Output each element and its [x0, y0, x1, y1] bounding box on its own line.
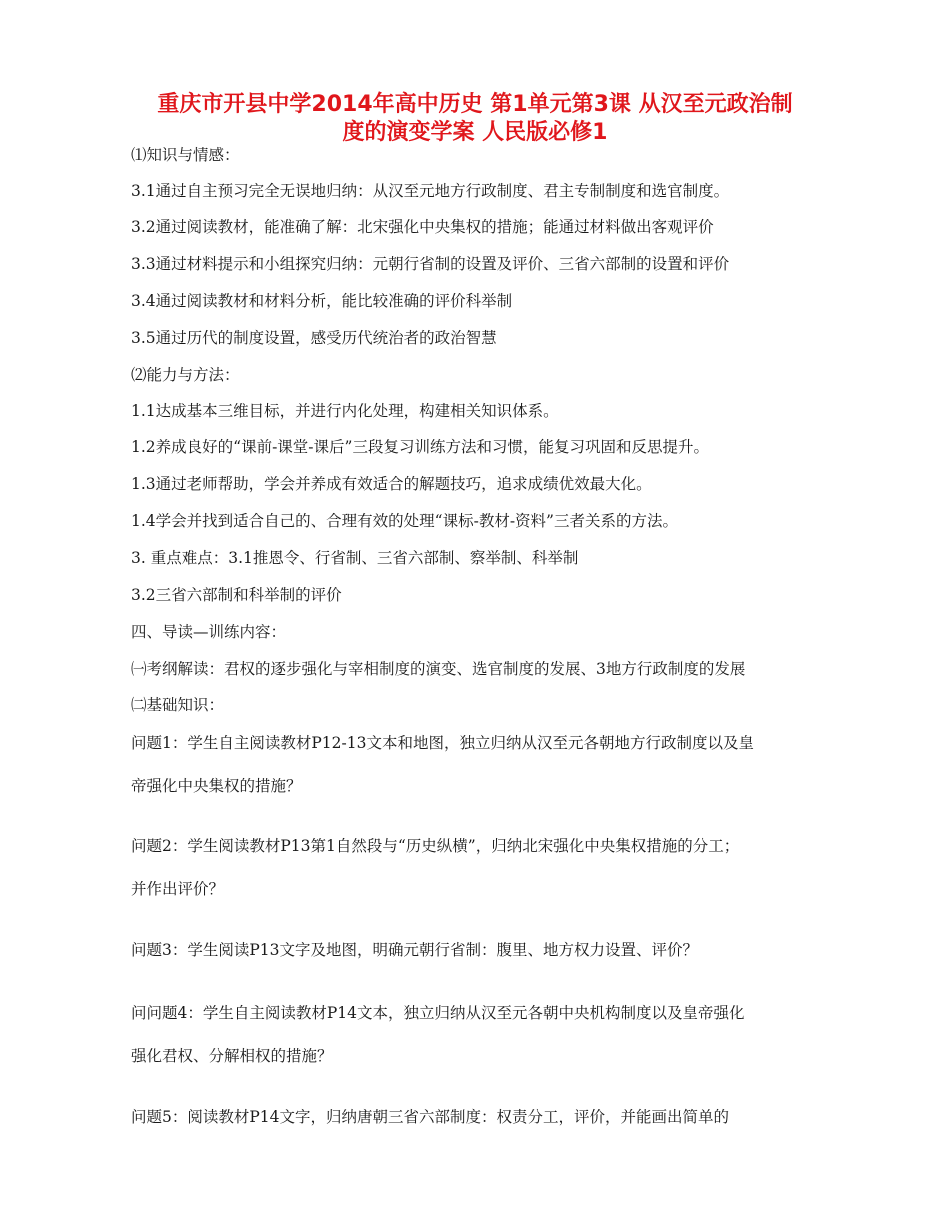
section-heading-basic-knowledge: ㈡基础知识：: [131, 696, 225, 714]
section-heading-ability: ⑵能力与方法：: [131, 366, 240, 384]
document-title-line-1: 重庆市开县中学2014年高中历史 第1单元第3课 从汉至元政治制: [157, 92, 793, 117]
question-1-line-1: 问题1：学生自主阅读教材P12-13文本和地图，独立归纳从汉至元各朝地方行政制度以及皇: [131, 734, 754, 752]
objective-3-4: 3.4通过阅读教材和材料分析，能比较准确的评价科举制: [131, 292, 513, 310]
question-4-line-1: 问问题4：学生自主阅读教材P14文本，独立归纳从汉至元各朝中央机构制度以及皇帝强化: [131, 1004, 745, 1022]
question-4-line-2: 强化君权、分解相权的措施？: [131, 1047, 333, 1065]
objective-3-1: 3.1通过自主预习完全无误地归纳：从汉至元地方行政制度、君主专制制度和选官制度。: [131, 182, 730, 200]
key-difficulties: 3. 重点难点：3.1推恩令、行省制、三省六部制、察举制、科举制: [131, 549, 579, 567]
syllabus-interpretation: ㈠考纲解读：君权的逐步强化与宰相制度的演变、选官制度的发展、3地方行政制度的发展: [131, 660, 746, 678]
key-difficulties-3-2: 3.2三省六部制和科举制的评价: [131, 586, 342, 604]
objective-3-2: 3.2通过阅读教材，能准确了解：北宋强化中央集权的措施；能通过材料做出客观评价: [131, 218, 714, 236]
question-1-line-2: 帝强化中央集权的措施？: [131, 777, 302, 795]
question-2-line-1: 问题2：学生阅读教材P13第1自然段与“历史纵横”，归纳北宋强化中央集权措施的分工；: [131, 837, 740, 855]
ability-1-2: 1.2养成良好的“课前-课堂-课后”三段复习训练方法和习惯，能复习巩固和反思提升。: [131, 438, 709, 456]
document-title-line-2: 度的演变学案 人民版必修1: [342, 120, 608, 145]
ability-1-1: 1.1达成基本三维目标，并进行内化处理，构建相关知识体系。: [131, 402, 559, 420]
section-heading-guided-reading: 四、导读—训练内容：: [131, 623, 287, 641]
objective-3-3: 3.3通过材料提示和小组探究归纳：元朝行省制的设置及评价、三省六部制的设置和评价: [131, 255, 730, 273]
objective-3-5: 3.5通过历代的制度设置，感受历代统治者的政治智慧: [131, 329, 497, 347]
ability-1-3: 1.3通过老师帮助，学会并养成有效适合的解题技巧，追求成绩优效最大化。: [131, 475, 652, 493]
ability-1-4: 1.4学会并找到适合自己的、合理有效的处理“课标-教材-资料”三者关系的方法。: [131, 512, 678, 530]
question-3: 问题3：学生阅读P13文字及地图，明确元朝行省制：腹里、地方权力设置、评价？: [131, 941, 699, 959]
section-heading-knowledge: ⑴知识与情感：: [131, 146, 240, 164]
question-2-line-2: 并作出评价？: [131, 880, 225, 898]
question-5-line-1: 问题5：阅读教材P14文字，归纳唐朝三省六部制度：权责分工，评价，并能画出简单的: [131, 1108, 730, 1126]
